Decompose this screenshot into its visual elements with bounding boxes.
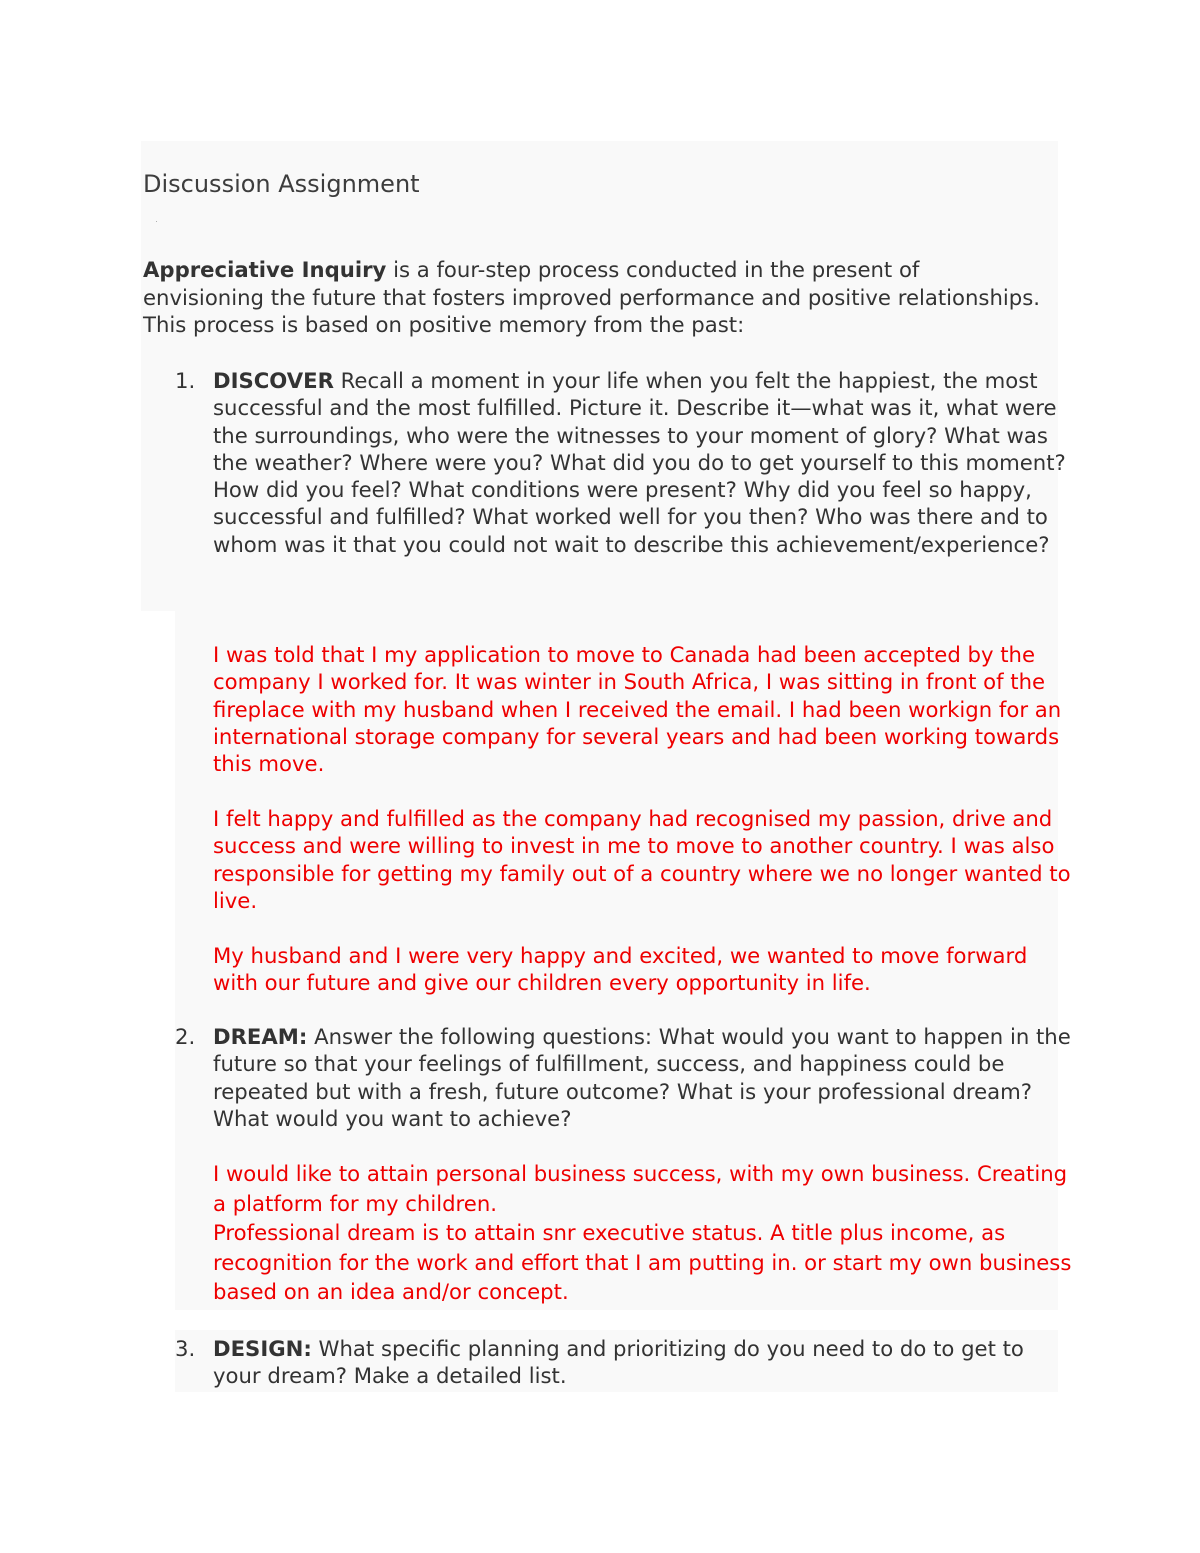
step-heading: DREAM: (213, 1024, 308, 1049)
answer-paragraph: I was told that I my application to move to Canada had been accepted by the company I worked for. It was winter in South Africa, I was sitting in front of the fireplace with my husband when I received the email. I had been workign for an international storage company for several years and had been working towards this move. (213, 642, 1062, 777)
answer-paragraph: I felt happy and fulfilled as the company had recognised my passion, drive and success and were willing to invest in me to move to another country. I was also responsible for getting my family out of a country where we no longer wanted to live. (213, 806, 1071, 913)
step-heading: DESIGN: (213, 1336, 312, 1361)
answer-paragraph: I would like to attain personal business success, with my own business. Creating a platform for my children. (213, 1161, 1068, 1216)
step-text: Answer the following questions: What would you want to happen in the future so that your feelings of fulfillment, success, and happiness could be repeated but with a fresh, future outcome? What is your professional dream? What would you want to achieve? (213, 1024, 1071, 1131)
intro-term: Appreciative Inquiry (143, 257, 387, 282)
intro-text: is a four-step process conducted in the present of envisioning the future that fosters improved performance and positive relationships. This process is based on positive memory from the past: (143, 257, 1041, 337)
step-discover (175, 367, 1073, 558)
step-text: Recall a moment in your life when you felt the happiest, the most successful and the most fulfilled. Picture it. Describe it—what was it, what were the surroundings, who were the witnesses to your moment of glory? What was the weather? Where were you? What did you do to get yourself to this moment? How did you feel? What conditions were present? Why did you feel so happy, successful and fulfilled? What worked well for you then? Who was there and to whom was it that you could not wait to describe this achievement/experience? (213, 368, 1066, 557)
intro-paragraph (143, 256, 1043, 339)
document-title: Discussion Assignment (143, 170, 420, 198)
step-design (175, 1335, 1073, 1390)
step-number: 2. (175, 1024, 196, 1049)
step-number: 1. (175, 368, 196, 393)
answer-paragraph: My husband and I were very happy and excited, we wanted to move forward with our future and give our children every opportunity in life. (213, 943, 1028, 996)
step-dream (175, 1023, 1073, 1132)
answer-paragraph: Professional dream is to attain snr executive status. A title plus income, as recognition for the work and effort that I am putting in. or start my own business based on an idea and/or concept. (213, 1220, 1072, 1304)
step-heading: DISCOVER (213, 368, 334, 393)
separator-mark (156, 221, 157, 222)
step-text: What specific planning and prioritizing do you need to do to get to your dream? Make a detailed list. (213, 1336, 1024, 1389)
step-number: 3. (175, 1336, 196, 1361)
